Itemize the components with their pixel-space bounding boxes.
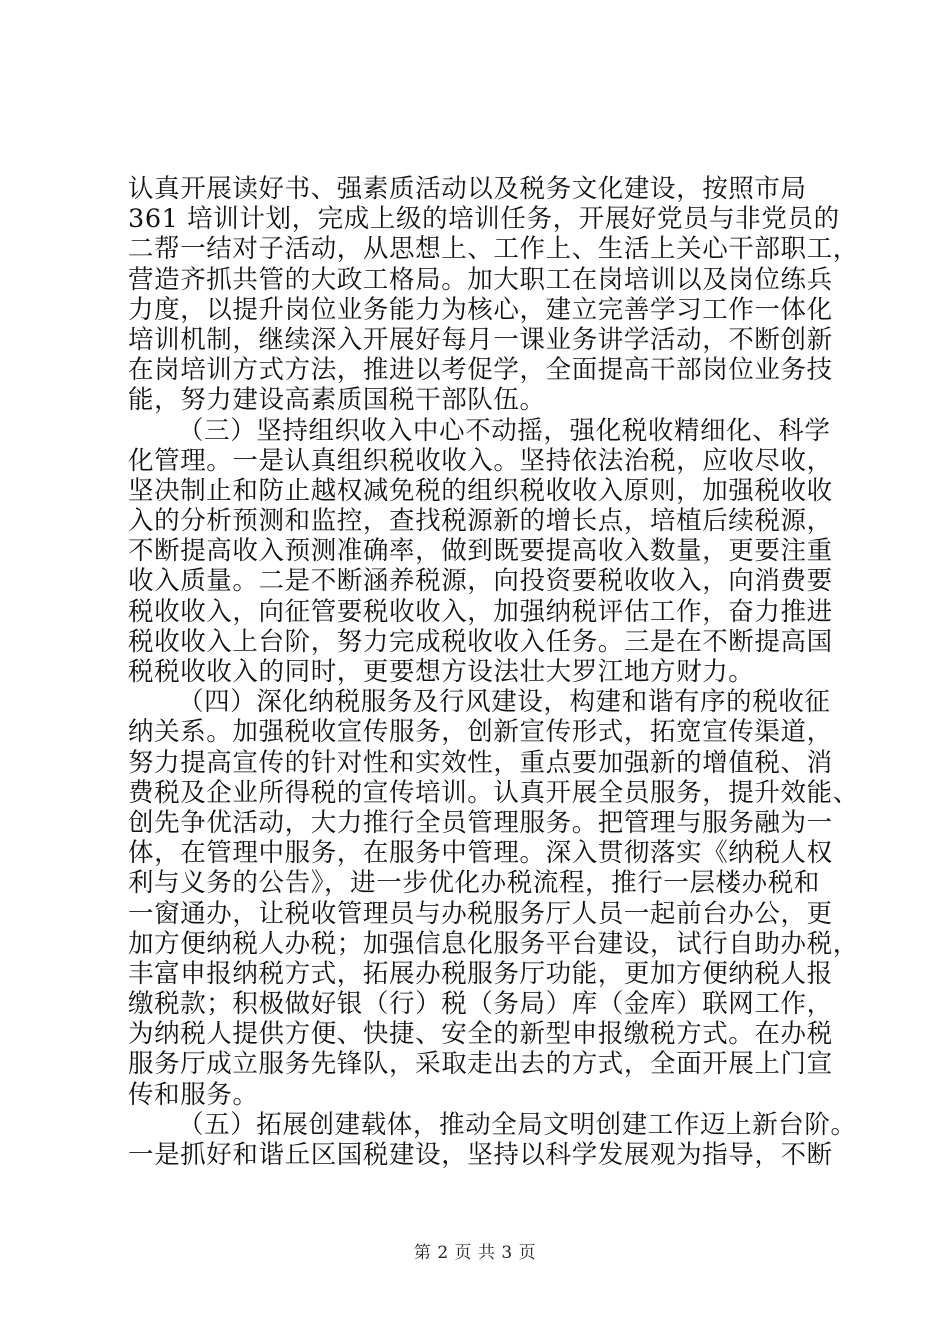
text-line: 收入质量。二是不断涵养税源，向投资要税收收入，向消费要 [128,566,833,597]
text-line: 不断提高收入预测准确率，做到既要提高收入数量，更要注重 [128,536,833,567]
text-line: 二帮一结对子活动，从思想上、工作上、生活上关心干部职工， [128,234,859,265]
text-line: 传和服务。 [128,1079,259,1110]
text-line: 服务厅成立服务先锋队，采取走出去的方式，全面开展上门宣 [128,1049,833,1080]
text-line: 在岗培训方式方法，推进以考促学，全面提高干部岗位业务技 [128,355,833,386]
body-text [128,174,859,1170]
text-line: 营造齐抓共管的大政工格局。加大职工在岗培训以及岗位练兵 [128,264,833,295]
text-line: 创先争优活动，大力推行全员管理服务。把管理与服务融为一 [128,807,833,838]
text-line: 丰富申报纳税方式，拓展办税服务厅功能，更加方便纳税人报 [128,958,833,989]
text-line: 力度，以提升岗位业务能力为核心，建立完善学习工作一体化 [128,294,833,325]
text-line: 361 培训计划，完成上级的培训任务，开展好党员与非党员的 [128,204,840,235]
text-line: 坚决制止和防止越权减免税的组织税收收入原则，加强税收收 [128,475,833,506]
text-line: 体，在管理中服务，在服务中管理。深入贯彻落实《纳税人权 [128,838,833,869]
text-line: 费税及企业所得税的宣传培训。认真开展全员服务，提升效能、 [128,777,859,808]
text-line: 一窗通办，让税收管理员与办税服务厅人员一起前台办公，更 [128,898,833,929]
paragraph-first-line: （五）拓展创建载体，推动全局文明创建工作迈上新台阶。 [178,1109,857,1140]
text-line: 认真开展读好书、强素质活动以及税务文化建设，按照市局 [128,174,807,204]
paragraph-first-line: （三）坚持组织收入中心不动摇，强化税收精细化、科学 [178,415,831,446]
text-line: 税收收入，向征管要税收收入，加强纳税评估工作，奋力推进 [128,596,833,627]
text-line: 培训机制，继续深入开展好每月一课业务讲学活动，不断创新 [128,324,833,355]
paragraph-first-line: （四）深化纳税服务及行风建设，构建和谐有序的税收征 [178,687,831,718]
text-line: 能，努力建设高素质国税干部队伍。 [128,385,546,416]
text-line: 一是抓好和谐丘区国税建设，坚持以科学发展观为指导，不断 [128,1140,833,1170]
text-line: 税收收入上台阶，努力完成税收收入任务。三是在不断提高国 [128,626,833,657]
text-line: 利与义务的公告》，进一步优化办税流程，推行一层楼办税和 [128,868,820,899]
text-line: 入的分析预测和监控，查找税源新的增长点，培植后续税源， [128,506,833,537]
text-line: 努力提高宣传的针对性和实效性，重点要加强新的增值税、消 [128,747,833,778]
text-line: 纳关系。加强税收宣传服务，创新宣传形式，拓宽宣传渠道， [128,717,833,748]
text-line: 缴税款；积极做好银（行）税（务局）库（金库）联网工作， [128,989,833,1020]
text-line: 化管理。一是认真组织税收收入。坚持依法治税，应收尽收， [128,445,833,476]
page-footer: 第 2 页 共 3 页 [413,1243,537,1263]
text-line: 为纳税人提供方便、快捷、安全的新型申报缴税方式。在办税 [128,1019,833,1050]
text-line: 加方便纳税人办税；加强信息化服务平台建设，试行自助办税， [128,928,859,959]
text-line: 税税收收入的同时，更要想方设法壮大罗江地方财力。 [128,657,755,687]
